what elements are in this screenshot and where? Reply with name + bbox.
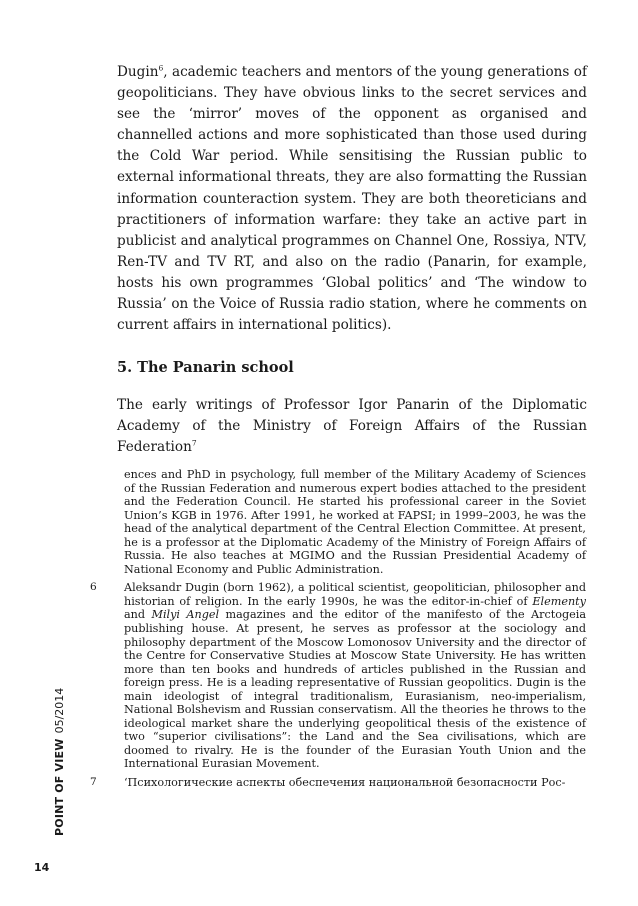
footnote-6: 6 Aleksandr Dugin (born 1962), a political scientist, geopolitician, philosopher and historian of religion. In the early 1990s, he was the editor-in-chief of Elementy and Milyi Angel magazines and the editor of the manifesto of the Arctogeia publishing house. At present, he serves as professor at the sociology and philosophy department of the Moscow Lomonosov University and the director of the Centre for Conservative Studies at Moscow State University. He has written more than ten books and hundreds of articles published in the Russian and foreign press. He is a leading representative of Russian geopolitics. Dugin is the main ideologist of integral traditionalism, Eurasianism, neo-imperialism, National Bolshevism and Russian conservatism. All the theories he throws to the ideological market share the underlying geopolitical thesis of the existence of two “superior civilisations”: the Land and the Sea civilisations, which are doomed to rivalry. He is the founder of the Eurasian Youth Union and the International Eurasian Movement. xyxy=(90,581,587,771)
footnote-number: 7 xyxy=(90,776,97,789)
main-text xyxy=(117,62,587,459)
footnote-ref-6: 6 xyxy=(158,63,164,73)
footnote-ref-7: 7 xyxy=(191,438,197,448)
publication-title: POINT OF VIEW xyxy=(53,738,66,836)
footnote-7: 7 ‘Психологические аспекты обеспечения национальной безопасности Рос- xyxy=(90,776,566,790)
paragraph-panarin: The early writings of Professor Igor Panarin of the Diplomatic Academy of the Ministry of Foreign Affairs of the Russian Federation$^7$ xyxy=(117,397,587,456)
footnote-continued: ences and PhD in psychology, full member of the Military Academy of Sciences of the Russian Federation and numerous expert bodies attached to the president and the Federation Council. He started his professional career in the Soviet Union’s KGB in 1976. After 1991, he worked at FAPSI; in 1999–2003, he was the head of the analytical department of the Central Election Committee. At present, he is a professor at the Diplomatic Academy of the Ministry of Foreign Affairs of Russia. He also teaches at MGIMO and the Russian Presidential Academy of National Economy and Public Administration. xyxy=(124,468,586,576)
running-sidebar xyxy=(50,676,70,836)
footnote-number: 6 xyxy=(90,581,97,594)
section-heading: 5. The Panarin school xyxy=(117,359,294,377)
paragraph-dugin: Dugin$^6$, academic teachers and mentors of the young generations of geopoliticians. They have obvious links to the secret services and see the ‘mirror’ moves of the opponent as organised and channelled actions and more sophisticated than those used during the Cold War period. While sensitising the Russian public to external informational threats, they are also formatting the Russian information counteraction system. They are both theoreticians and practitioners of information warfare: they take an active part in publicist and analytical programmes on Channel One, Rossiya, NTV, Ren-TV and TV RT, and also on the radio (Panarin, for example, hosts his own programmes ‘Global politics’ and ‘The window to Russia’ on the Voice of Russia radio station, where he comments on current affairs in international politics). xyxy=(117,63,587,334)
page-number: 14 xyxy=(34,861,50,874)
issue-number: 05/2014 xyxy=(53,687,66,734)
footnotes xyxy=(90,468,587,790)
